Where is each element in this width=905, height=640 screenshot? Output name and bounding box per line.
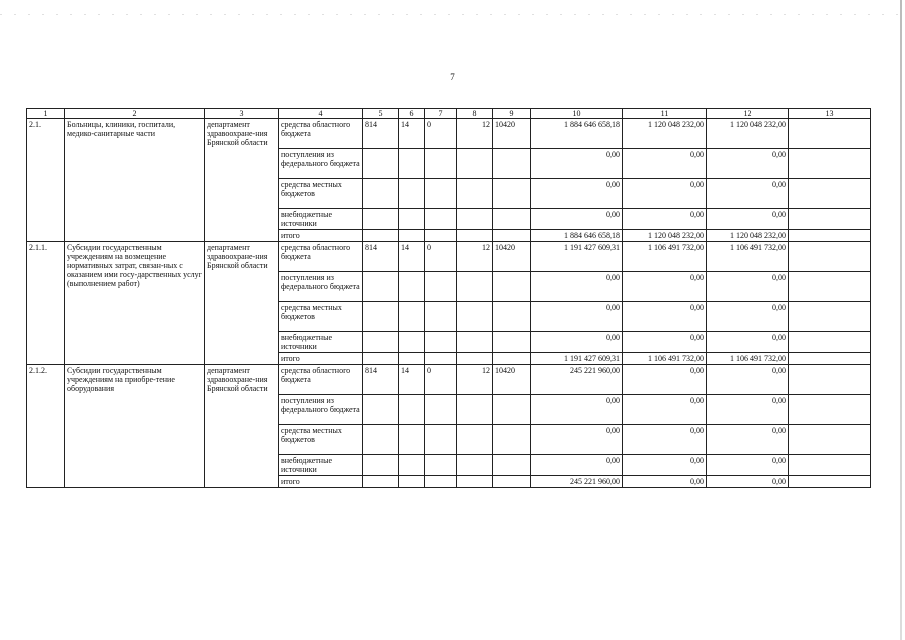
code-cell [493, 230, 531, 242]
code-cell [493, 476, 531, 488]
funding-source-cell: средства местных бюджетов [279, 425, 363, 455]
amount-cell: 0,00 [623, 149, 707, 179]
code-cell: 10420 [493, 365, 531, 395]
column-header: 6 [399, 109, 425, 119]
empty-cell [789, 302, 871, 332]
column-header: 3 [205, 109, 279, 119]
code-cell: 814 [363, 119, 399, 149]
code-cell [399, 230, 425, 242]
funding-source-cell: средства местных бюджетов [279, 179, 363, 209]
funding-source-cell: внебюджетные источники [279, 209, 363, 230]
page-number: 7 [450, 72, 455, 82]
amount-cell: 0,00 [707, 476, 789, 488]
column-header: 9 [493, 109, 531, 119]
amount-cell: 0,00 [707, 455, 789, 476]
amount-cell: 0,00 [623, 332, 707, 353]
code-cell [399, 209, 425, 230]
code-cell [493, 209, 531, 230]
table-row [27, 119, 871, 149]
code-cell [363, 455, 399, 476]
code-cell [399, 425, 425, 455]
code-cell [363, 395, 399, 425]
empty-cell [789, 119, 871, 149]
code-cell [363, 302, 399, 332]
amount-cell: 245 221 960,00 [531, 365, 623, 395]
code-cell: 14 [399, 119, 425, 149]
code-cell [425, 302, 457, 332]
code-cell: 12 [457, 365, 493, 395]
code-cell [493, 455, 531, 476]
section-name-cell: Субсидии государственным учреждениям на возмещение нормативных затрат, связан-ных с оказанием ими госу-дарственных услуг (выполнением работ) [65, 242, 205, 365]
amount-cell: 0,00 [623, 425, 707, 455]
code-cell [425, 332, 457, 353]
column-header: 4 [279, 109, 363, 119]
amount-cell: 1 191 427 609,31 [531, 353, 623, 365]
code-cell [363, 149, 399, 179]
code-cell [493, 395, 531, 425]
code-cell [425, 209, 457, 230]
amount-cell: 0,00 [531, 332, 623, 353]
funding-source-cell: внебюджетные источники [279, 455, 363, 476]
empty-cell [789, 332, 871, 353]
amount-cell: 0,00 [531, 272, 623, 302]
code-cell [425, 455, 457, 476]
amount-cell: 1 120 048 232,00 [707, 119, 789, 149]
code-cell: 814 [363, 365, 399, 395]
funding-source-cell: внебюджетные источники [279, 332, 363, 353]
amount-cell: 1 106 491 732,00 [623, 242, 707, 272]
amount-cell: 0,00 [531, 179, 623, 209]
amount-cell: 1 106 491 732,00 [623, 353, 707, 365]
code-cell [457, 230, 493, 242]
department-cell: департамент здравоохране-ния Брянской области [205, 242, 279, 365]
funding-source-cell: итого [279, 476, 363, 488]
code-cell [457, 149, 493, 179]
code-cell [457, 425, 493, 455]
empty-cell [789, 209, 871, 230]
empty-cell [789, 455, 871, 476]
amount-cell: 0,00 [707, 149, 789, 179]
code-cell: 14 [399, 365, 425, 395]
code-cell [493, 149, 531, 179]
empty-cell [789, 179, 871, 209]
code-cell [457, 353, 493, 365]
funding-source-cell: поступления из федерального бюджета [279, 272, 363, 302]
amount-cell: 0,00 [707, 272, 789, 302]
empty-cell [789, 242, 871, 272]
code-cell [363, 272, 399, 302]
code-cell [363, 230, 399, 242]
code-cell [457, 179, 493, 209]
table-row [27, 242, 871, 272]
code-cell [399, 272, 425, 302]
amount-cell: 0,00 [707, 425, 789, 455]
code-cell [399, 179, 425, 209]
funding-source-cell: итого [279, 353, 363, 365]
column-header: 10 [531, 109, 623, 119]
amount-cell: 0,00 [707, 365, 789, 395]
code-cell [457, 476, 493, 488]
amount-cell: 1 120 048 232,00 [707, 230, 789, 242]
code-cell: 814 [363, 242, 399, 272]
code-cell [457, 272, 493, 302]
department-cell: департамент здравоохране-ния Брянской области [205, 119, 279, 242]
amount-cell: 0,00 [707, 302, 789, 332]
funding-source-cell: средства областного бюджета [279, 365, 363, 395]
empty-cell [789, 365, 871, 395]
code-cell: 14 [399, 242, 425, 272]
column-header: 11 [623, 109, 707, 119]
code-cell: 0 [425, 119, 457, 149]
code-cell [363, 353, 399, 365]
amount-cell: 0,00 [531, 455, 623, 476]
code-cell [457, 209, 493, 230]
funding-source-cell: поступления из федерального бюджета [279, 395, 363, 425]
amount-cell: 0,00 [707, 395, 789, 425]
code-cell: 12 [457, 242, 493, 272]
empty-cell [789, 476, 871, 488]
amount-cell: 0,00 [623, 455, 707, 476]
code-cell [457, 332, 493, 353]
funding-source-cell: поступления из федерального бюджета [279, 149, 363, 179]
table-row [27, 365, 871, 395]
amount-cell: 1 884 646 658,18 [531, 119, 623, 149]
empty-cell [789, 149, 871, 179]
code-cell [457, 395, 493, 425]
code-cell [399, 302, 425, 332]
code-cell [457, 302, 493, 332]
amount-cell: 1 191 427 609,31 [531, 242, 623, 272]
code-cell: 0 [425, 242, 457, 272]
code-cell [399, 395, 425, 425]
code-cell [493, 272, 531, 302]
column-header: 8 [457, 109, 493, 119]
empty-cell [789, 395, 871, 425]
code-cell [425, 179, 457, 209]
empty-cell [789, 425, 871, 455]
code-cell: 12 [457, 119, 493, 149]
section-number-cell: 2.1.2. [27, 365, 65, 488]
code-cell [363, 425, 399, 455]
code-cell [363, 332, 399, 353]
amount-cell: 0,00 [707, 332, 789, 353]
code-cell [493, 353, 531, 365]
column-header: 5 [363, 109, 399, 119]
department-cell: департамент здравоохране-ния Брянской области [205, 365, 279, 488]
funding-source-cell: средства местных бюджетов [279, 302, 363, 332]
code-cell [457, 455, 493, 476]
funding-source-cell: итого [279, 230, 363, 242]
column-header: 2 [65, 109, 205, 119]
code-cell [493, 302, 531, 332]
section-number-cell: 2.1. [27, 119, 65, 242]
code-cell [399, 149, 425, 179]
column-header: 13 [789, 109, 871, 119]
amount-cell: 0,00 [623, 365, 707, 395]
column-header: 12 [707, 109, 789, 119]
amount-cell: 1 120 048 232,00 [623, 230, 707, 242]
code-cell: 10420 [493, 119, 531, 149]
scan-page-edge [900, 0, 902, 640]
funding-source-cell: средства областного бюджета [279, 119, 363, 149]
code-cell [493, 425, 531, 455]
column-header: 7 [425, 109, 457, 119]
code-cell [425, 395, 457, 425]
code-cell [399, 455, 425, 476]
code-cell [399, 353, 425, 365]
amount-cell: 0,00 [707, 179, 789, 209]
section-name-cell: Больницы, клиники, госпитали, медико-санитарные части [65, 119, 205, 242]
code-cell: 0 [425, 365, 457, 395]
amount-cell: 0,00 [623, 179, 707, 209]
amount-cell: 1 106 491 732,00 [707, 353, 789, 365]
amount-cell: 0,00 [531, 149, 623, 179]
code-cell [363, 476, 399, 488]
empty-cell [789, 230, 871, 242]
code-cell [493, 332, 531, 353]
code-cell [425, 149, 457, 179]
code-cell [493, 179, 531, 209]
scan-noise-line [0, 14, 905, 15]
code-cell [425, 272, 457, 302]
funding-source-cell: средства областного бюджета [279, 242, 363, 272]
amount-cell: 0,00 [707, 209, 789, 230]
empty-cell [789, 353, 871, 365]
column-number-header-row [27, 109, 871, 119]
code-cell [363, 209, 399, 230]
budget-table [26, 108, 871, 488]
amount-cell: 0,00 [623, 476, 707, 488]
amount-cell: 1 106 491 732,00 [707, 242, 789, 272]
code-cell [425, 425, 457, 455]
amount-cell: 0,00 [531, 302, 623, 332]
code-cell [425, 353, 457, 365]
empty-cell [789, 272, 871, 302]
code-cell [363, 179, 399, 209]
code-cell [425, 230, 457, 242]
amount-cell: 0,00 [623, 395, 707, 425]
amount-cell: 0,00 [531, 209, 623, 230]
amount-cell: 0,00 [623, 302, 707, 332]
amount-cell: 1 884 646 658,18 [531, 230, 623, 242]
code-cell [425, 476, 457, 488]
column-header: 1 [27, 109, 65, 119]
amount-cell: 0,00 [531, 425, 623, 455]
section-name-cell: Субсидии государственным учреждениям на приобре-тение оборудования [65, 365, 205, 488]
amount-cell: 0,00 [531, 395, 623, 425]
code-cell: 10420 [493, 242, 531, 272]
code-cell [399, 332, 425, 353]
code-cell [399, 476, 425, 488]
section-number-cell: 2.1.1. [27, 242, 65, 365]
amount-cell: 0,00 [623, 209, 707, 230]
amount-cell: 0,00 [623, 272, 707, 302]
amount-cell: 245 221 960,00 [531, 476, 623, 488]
amount-cell: 1 120 048 232,00 [623, 119, 707, 149]
